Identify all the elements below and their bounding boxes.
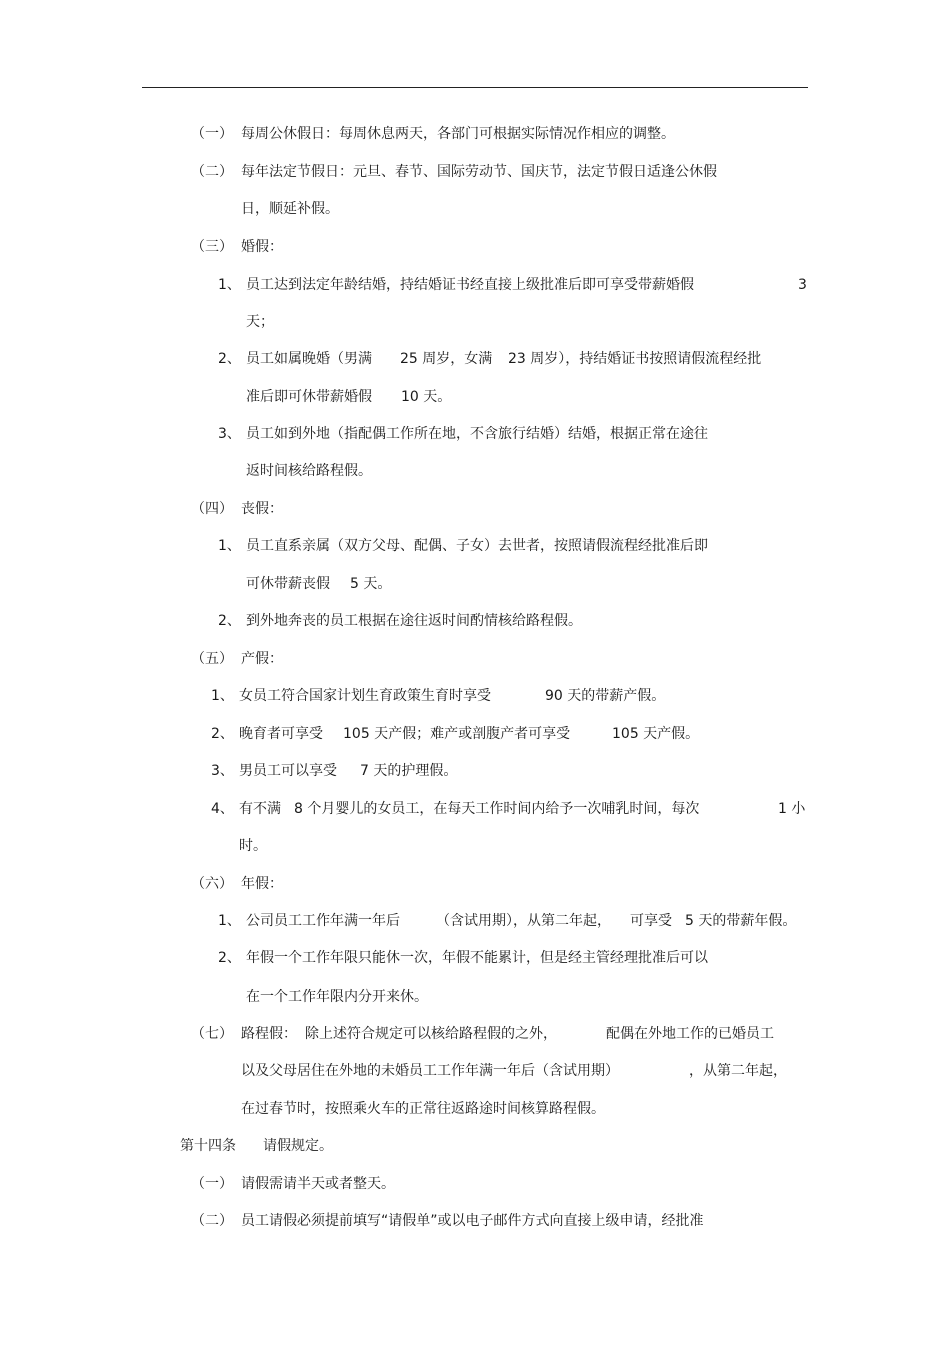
header-rule	[142, 87, 808, 88]
doc-line-22-part-2: 公司员工工作年满一年后	[246, 913, 400, 929]
doc-line-12-part-2: 员工直系亲属（双方父母、配偶、子女）去世者，按照请假流程经批准后即	[246, 538, 708, 554]
doc-line-26-part-2: ，从第二年起，	[689, 1063, 787, 1079]
doc-line-27-part-1: 在过春节时，按照乘火车的正常往返路途时间核算路程假。	[241, 1101, 605, 1117]
doc-line-6-part-1: 天；	[246, 314, 274, 330]
doc-line-10-part-1: 返时间核给路程假。	[246, 463, 372, 479]
doc-line-3-part-1: 日，顺延补假。	[241, 201, 339, 217]
doc-line-21-part-1: （六）	[191, 876, 233, 892]
doc-line-16-part-2: 女员工符合国家计划生育政策生育时享受	[239, 688, 491, 704]
doc-line-25-part-1: （七）	[191, 1026, 233, 1042]
doc-line-29-part-2: 请假需请半天或者整天。	[241, 1176, 395, 1192]
doc-line-20-part-1: 时。	[239, 838, 267, 854]
doc-line-25-part-2: 路程假：	[241, 1026, 297, 1042]
doc-line-28-part-2: 请假规定。	[263, 1138, 333, 1154]
doc-line-25-part-4: 配偶在外地工作的已婚员工	[606, 1026, 774, 1042]
doc-line-11-part-2: 丧假：	[241, 501, 283, 517]
doc-line-15-part-1: （五）	[191, 651, 233, 667]
doc-line-26-part-1: 以及父母居住在外地的未婚员工工作年满一年后（含试用期）	[241, 1063, 619, 1079]
doc-line-2-part-1: （二）	[191, 164, 233, 180]
doc-line-7-part-4: 23 周岁），持结婚证书按照请假流程经批	[508, 351, 762, 367]
doc-line-22-part-1: 1、	[218, 913, 241, 929]
doc-line-24-part-1: 在一个工作年限内分开来休。	[246, 989, 428, 1005]
doc-line-7-part-3: 25 周岁，女满	[400, 351, 493, 367]
doc-line-17-part-2: 晚育者可享受	[239, 726, 323, 742]
doc-line-2-part-2: 每年法定节假日：元旦、春节、国际劳动节、国庆节，法定节假日适逢公休假	[241, 164, 717, 180]
doc-line-19-part-4: 1 小	[778, 801, 806, 817]
doc-line-25-part-3: 除上述符合规定可以核给路程假的之外，	[305, 1026, 557, 1042]
doc-line-17-part-4: 105 天产假。	[612, 726, 700, 742]
doc-line-22-part-5: 5 天的带薪年假。	[685, 913, 797, 929]
doc-line-22-part-4: 可享受	[630, 913, 672, 929]
doc-line-1-part-2: 每周公休假日：每周休息两天，各部门可根据实际情况作相应的调整。	[241, 126, 675, 142]
doc-line-22-part-3: （含试用期），从第二年起，	[436, 913, 611, 929]
doc-line-13-part-2: 5 天。	[350, 576, 392, 592]
doc-line-14-part-1: 2、	[218, 613, 241, 629]
doc-line-12-part-1: 1、	[218, 538, 241, 554]
doc-line-11-part-1: （四）	[191, 501, 233, 517]
doc-line-21-part-2: 年假：	[241, 876, 283, 892]
doc-line-4-part-2: 婚假：	[241, 239, 283, 255]
doc-line-16-part-3: 90 天的带薪产假。	[545, 688, 666, 704]
doc-line-19-part-2: 有不满	[239, 801, 281, 817]
doc-line-9-part-1: 3、	[218, 426, 241, 442]
doc-line-1-part-1: （一）	[191, 126, 233, 142]
doc-line-30-part-1: （二）	[191, 1213, 233, 1229]
doc-line-5-part-3: 3	[798, 277, 807, 293]
doc-line-5-part-2: 员工达到法定年龄结婚，持结婚证书经直接上级批准后即可享受带薪婚假	[246, 277, 694, 293]
doc-line-8-part-2: 10 天。	[401, 389, 452, 405]
doc-line-9-part-2: 员工如到外地（指配偶工作所在地，不含旅行结婚）结婚，根据正常在途往	[246, 426, 708, 442]
doc-line-14-part-2: 到外地奔丧的员工根据在途往返时间酌情核给路程假。	[246, 613, 582, 629]
doc-line-15-part-2: 产假：	[241, 651, 283, 667]
doc-line-23-part-1: 2、	[218, 950, 241, 966]
doc-line-18-part-1: 3、	[211, 763, 234, 779]
doc-line-17-part-3: 105 天产假；难产或剖腹产者可享受	[343, 726, 571, 742]
doc-line-5-part-1: 1、	[218, 277, 241, 293]
doc-line-7-part-2: 员工如属晚婚（男满	[246, 351, 372, 367]
doc-line-16-part-1: 1、	[211, 688, 234, 704]
doc-line-29-part-1: （一）	[191, 1176, 233, 1192]
doc-line-8-part-1: 准后即可休带薪婚假	[246, 389, 372, 405]
doc-line-28-part-1: 第十四条	[180, 1138, 236, 1154]
doc-line-17-part-1: 2、	[211, 726, 234, 742]
doc-line-4-part-1: （三）	[191, 239, 233, 255]
doc-line-23-part-2: 年假一个工作年限只能休一次，年假不能累计，但是经主管经理批准后可以	[246, 950, 708, 966]
doc-line-30-part-2: 员工请假必须提前填写“请假单”或以电子邮件方式向直接上级申请，经批准	[241, 1213, 704, 1229]
doc-line-19-part-1: 4、	[211, 801, 234, 817]
doc-line-13-part-1: 可休带薪丧假	[246, 576, 330, 592]
doc-line-7-part-1: 2、	[218, 351, 241, 367]
doc-line-19-part-3: 8 个月婴儿的女员工，在每天工作时间内给予一次哺乳时间，每次	[294, 801, 700, 817]
doc-line-18-part-3: 7 天的护理假。	[360, 763, 458, 779]
doc-line-18-part-2: 男员工可以享受	[239, 763, 337, 779]
